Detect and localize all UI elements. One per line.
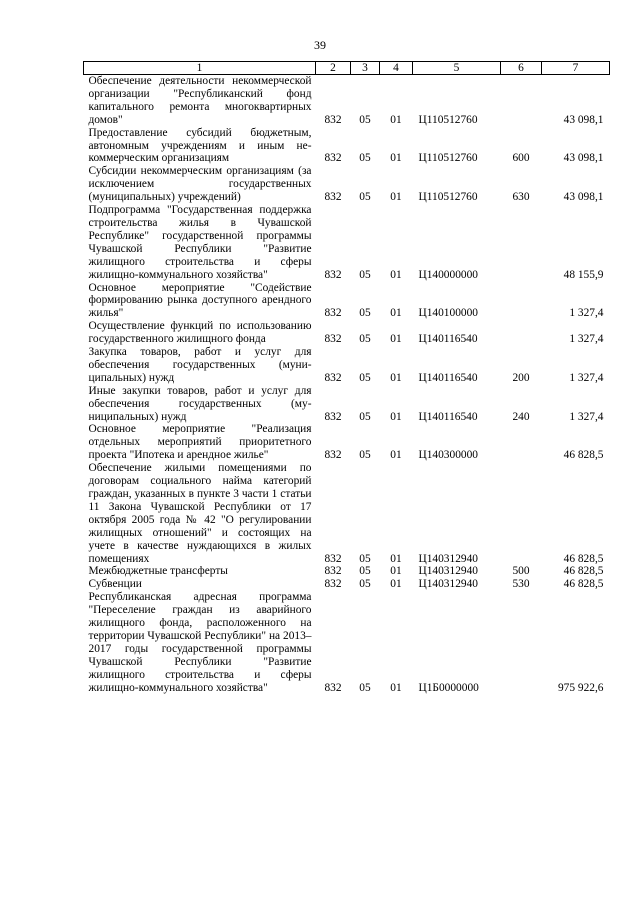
table-row bbox=[84, 320, 610, 346]
table-row bbox=[84, 385, 610, 424]
row-gr: 832 bbox=[324, 191, 342, 204]
table-row bbox=[84, 578, 610, 591]
table-row bbox=[84, 462, 610, 565]
row-name: Обеспечение деятельности некоммерческой организации "Республиканский фонд капитального ремонта многоквартирных домов" bbox=[88, 75, 312, 126]
row-gr: 832 bbox=[324, 268, 342, 281]
row-name: Осуществление функций по использованию государственного жилищного фонда bbox=[88, 320, 312, 346]
row-sum: 43 098,1 bbox=[563, 152, 604, 165]
row-name: Иные закупки товаров, работ и услуг для обеспечения государственных (муниципальных) нужд bbox=[88, 384, 312, 423]
row-vr: 240 bbox=[512, 410, 530, 423]
row-vr: 530 bbox=[512, 578, 530, 591]
row-gr: 832 bbox=[324, 552, 342, 565]
row-cs: Ц140312940 bbox=[418, 578, 478, 591]
row-name: Предоставление субсидий бюджетным, автономным учреждениям и иным некоммерческим организациям bbox=[88, 126, 312, 165]
row-sum: 1 327,4 bbox=[569, 307, 604, 320]
row-gr: 832 bbox=[324, 371, 342, 384]
row-name: Подпрограмма "Государственная поддержка строительства жилья в Чувашской Республике" государственной программы Чувашской Республики "Развитие жилищного строительства и сферы жилищно-коммунального хозяйства" bbox=[88, 204, 312, 281]
table-row bbox=[84, 591, 610, 694]
row-gr: 832 bbox=[324, 578, 342, 591]
row-rz: 05 bbox=[359, 552, 371, 565]
row-gr: 832 bbox=[324, 449, 342, 462]
column-header-name: 1 bbox=[84, 62, 316, 75]
table-row bbox=[84, 282, 610, 321]
row-name: Субвенции bbox=[88, 578, 142, 591]
row-vr bbox=[501, 320, 542, 346]
header-row bbox=[84, 62, 610, 75]
row-cs: Ц140116540 bbox=[418, 371, 478, 384]
row-rz: 05 bbox=[359, 152, 371, 165]
row-vr: 200 bbox=[512, 371, 530, 384]
row-rz: 05 bbox=[359, 578, 371, 591]
row-rz: 05 bbox=[359, 565, 371, 578]
row-pr: 01 bbox=[390, 307, 402, 320]
row-cs: Ц140000000 bbox=[418, 268, 478, 281]
column-header-rz: 3 bbox=[351, 62, 380, 75]
row-rz: 05 bbox=[359, 307, 371, 320]
row-cs: Ц140300000 bbox=[418, 449, 478, 462]
row-pr: 01 bbox=[390, 191, 402, 204]
row-sum: 46 828,5 bbox=[563, 578, 604, 591]
row-pr: 01 bbox=[390, 371, 402, 384]
row-pr: 01 bbox=[390, 410, 402, 423]
row-pr: 01 bbox=[390, 333, 402, 346]
row-cs: Ц110512760 bbox=[418, 152, 478, 165]
row-rz: 05 bbox=[359, 113, 371, 126]
row-gr: 832 bbox=[324, 307, 342, 320]
row-pr: 01 bbox=[390, 113, 402, 126]
row-rz: 05 bbox=[359, 268, 371, 281]
row-name: Обеспечение жилыми помещениями по договорам социального найма категорий граждан, указанных в пункте 3 части 1 статьи 11 Закона Чувашской Республики от 17 октября 2005 года № 42 "О регулировании жилищных отношений" и состоящих на учете в качестве нуждающихся в жилых помещениях bbox=[88, 462, 312, 565]
budget-table bbox=[83, 61, 610, 695]
row-sum: 48 155,9 bbox=[563, 268, 604, 281]
row-vr: 630 bbox=[512, 191, 530, 204]
row-sum: 46 828,5 bbox=[563, 449, 604, 462]
row-name: Основное мероприятие "Содействие формированию рынка доступного арендного жилья" bbox=[88, 281, 312, 320]
row-vr bbox=[501, 423, 542, 462]
row-sum: 46 828,5 bbox=[563, 552, 604, 565]
table-row bbox=[84, 346, 610, 385]
row-pr: 01 bbox=[390, 681, 402, 694]
row-gr: 832 bbox=[324, 333, 342, 346]
row-pr: 01 bbox=[390, 268, 402, 281]
row-cs: Ц140116540 bbox=[418, 333, 478, 346]
row-gr: 832 bbox=[324, 152, 342, 165]
row-name: Субсидии некоммерческим организациям (за исключением государственных (муниципальных) учреждений) bbox=[88, 165, 312, 204]
table-row bbox=[84, 565, 610, 578]
page-number: 39 bbox=[314, 38, 326, 52]
row-name: Межбюджетные трансферты bbox=[88, 565, 228, 578]
row-rz: 05 bbox=[359, 191, 371, 204]
row-sum: 43 098,1 bbox=[563, 113, 604, 126]
row-cs: Ц1Б0000000 bbox=[418, 681, 479, 694]
row-rz: 05 bbox=[359, 410, 371, 423]
row-pr: 01 bbox=[390, 552, 402, 565]
column-header-pr: 4 bbox=[380, 62, 413, 75]
row-cs: Ц140312940 bbox=[418, 552, 478, 565]
row-rz: 05 bbox=[359, 681, 371, 694]
row-vr bbox=[501, 282, 542, 321]
row-pr: 01 bbox=[390, 449, 402, 462]
row-name: Закупка товаров, работ и услуг для обеспечения государственных (муниципальных) нужд bbox=[88, 346, 312, 384]
row-cs: Ц140116540 bbox=[418, 410, 478, 423]
row-vr: 500 bbox=[512, 565, 530, 578]
row-cs: Ц140100000 bbox=[418, 307, 478, 320]
row-sum: 46 828,5 bbox=[563, 565, 604, 578]
column-header-vr: 6 bbox=[501, 62, 542, 75]
column-header-gr: 2 bbox=[316, 62, 351, 75]
row-vr bbox=[501, 591, 542, 694]
row-pr: 01 bbox=[390, 578, 402, 591]
row-rz: 05 bbox=[359, 449, 371, 462]
row-gr: 832 bbox=[324, 681, 342, 694]
row-cs: Ц110512760 bbox=[418, 191, 478, 204]
table-row bbox=[84, 127, 610, 166]
row-vr bbox=[501, 462, 542, 565]
row-name: Основное мероприятие "Реализация отдельных мероприятий приоритетного проекта "Ипотека и арендное жилье" bbox=[88, 423, 312, 462]
row-sum: 43 098,1 bbox=[563, 191, 604, 204]
row-cs: Ц110512760 bbox=[418, 113, 478, 126]
table-row bbox=[84, 423, 610, 462]
row-rz: 05 bbox=[359, 333, 371, 346]
table-row bbox=[84, 204, 610, 281]
row-sum: 1 327,4 bbox=[569, 410, 604, 423]
row-sum: 1 327,4 bbox=[569, 333, 604, 346]
table-row bbox=[84, 75, 610, 127]
row-vr: 600 bbox=[512, 152, 530, 165]
row-sum: 1 327,4 bbox=[569, 371, 604, 384]
row-rz: 05 bbox=[359, 371, 371, 384]
column-header-sum: 7 bbox=[542, 62, 610, 75]
table-row bbox=[84, 165, 610, 204]
row-sum: 975 922,6 bbox=[557, 681, 604, 694]
row-gr: 832 bbox=[324, 410, 342, 423]
column-header-cs: 5 bbox=[413, 62, 501, 75]
row-vr bbox=[501, 204, 542, 281]
row-name: Республиканская адресная программа "Переселение граждан из аварийного жилищного фонда, расположенного на территории Чувашской Республики" на 2013–2017 годы государственной программы Чувашской Республики "Развитие жилищного строительства и сферы жилищно-коммунального хозяйства" bbox=[88, 591, 312, 694]
row-vr bbox=[501, 75, 542, 127]
row-gr: 832 bbox=[324, 113, 342, 126]
row-gr: 832 bbox=[324, 565, 342, 578]
row-pr: 01 bbox=[390, 565, 402, 578]
row-cs: Ц140312940 bbox=[418, 565, 478, 578]
row-pr: 01 bbox=[390, 152, 402, 165]
